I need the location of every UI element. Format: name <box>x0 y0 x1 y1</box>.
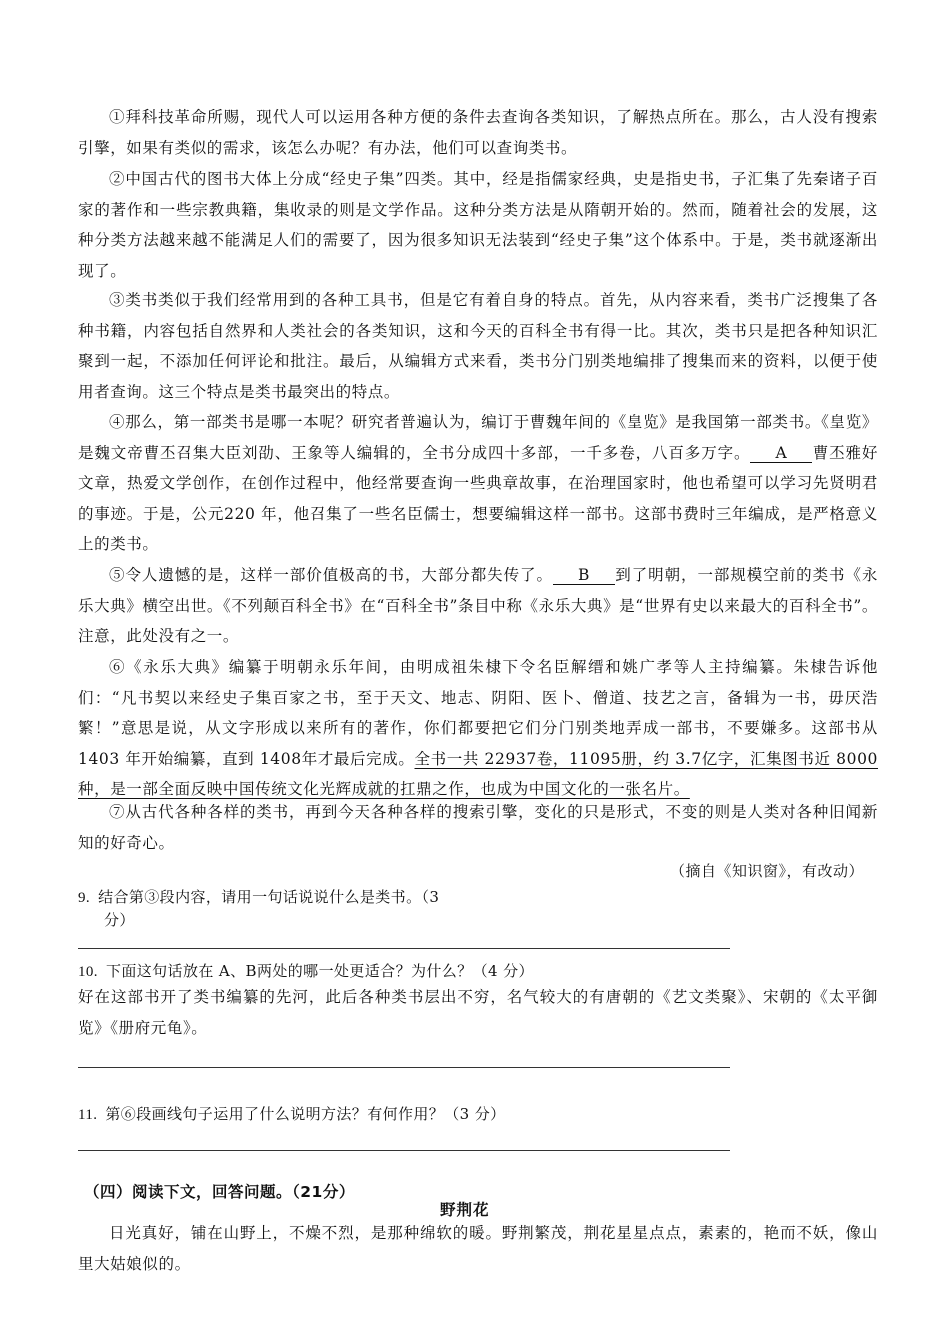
paragraph-1: ①拜科技革命所赐，现代人可以运用各种方便的条件去查询各类知识，了解热点所在。那么，古人没有搜索引擎，如果有类似的需求，该怎么办呢？有办法，他们可以查询类书。 <box>78 108 878 157</box>
question-9-text-cont: 分） <box>104 911 135 929</box>
answer-line-10[interactable] <box>78 1067 730 1068</box>
question-9-text: 结合第③段内容，请用一句话说说什么是类书。（3 <box>98 888 440 906</box>
source-note: （摘自《知识窗》，有改动） <box>669 862 864 880</box>
paragraph-5 <box>78 560 878 652</box>
underlined-sentence: 全书一共 22937卷，11095册，约 3.7亿字，汇集图书近 8000种，是一部全面反映中国传统文化光辉成就的扛鼎之作，也成为中国文化的一张名片。 <box>78 749 879 799</box>
paragraph-6 <box>78 652 878 805</box>
paragraph-5-part-b: 到了明朝，一部规模空前的类书《永乐大典》横空出世。《不列颠百科全书》在“百科全书”条目中称《永乐大典》是“世界有史以来最大的百科全书”。注意，此处没有之一。 <box>78 566 879 646</box>
passage-title: 野荆花 <box>440 1201 490 1219</box>
paragraph-4-part-a: ④那么，第一部类书是哪一本呢？研究者普遍认为，编订于曹魏年间的《皇览》是我国第一部类书。《皇览》是魏文帝曹丕召集大臣刘劭、王象等人编辑的，全书分成四十多部，一千多卷，八百多万字。 <box>78 413 878 462</box>
question-10 <box>78 960 878 983</box>
question-10-number: 10. <box>78 964 98 980</box>
answer-line-11[interactable] <box>78 1150 730 1151</box>
blank-a: A <box>750 444 812 463</box>
paragraph-6-text: ⑥《永乐大典》编纂于明朝永乐年间，由明成祖朱棣下令名臣解缙和姚广孝等人主持编纂。朱棣告诉他们：“凡书契以来经史子集百家之书，至于天文、地志、阴阳、医卜、僧道、技艺之言，备辑为一书，毋厌浩繁！”意思是说，从文字形成以来所有的著作，你们都要把它们分门别类地弄成一部书，不要嫌多。这部书从 1403 年开始编纂，直到 1408年才最后完成。 <box>78 658 878 768</box>
section-4-heading: （四）阅读下文，回答问题。（21分） <box>84 1183 355 1201</box>
question-9 <box>78 886 498 931</box>
paragraph-7: ⑦从古代各种各样的类书，再到今天各种各样的搜索引擎，变化的只是形式，不变的则是人类对各种旧闻新知的好奇心。 <box>78 803 878 852</box>
question-11-number: 11. <box>78 1107 98 1123</box>
question-11-text: 第⑥段画线句子运用了什么说明方法？有何作用？（3 分） <box>105 1105 506 1123</box>
paragraph-3: ③类书类似于我们经常用到的各种工具书，但是它有着自身的特点。首先，从内容来看，类书广泛搜集了各种书籍，内容包括自然界和人类社会的各类知识，这和今天的百科全书有得一比。其次，类书只是把各种知识汇聚到一起，不添加任何评论和批注。最后，从编辑方式来看，类书分门别类地编排了搜集而来的资料，以便于使用者查询。这三个特点是类书最突出的特点。 <box>78 291 878 401</box>
section-4-paragraph-1: 日光真好，铺在山野上，不燥不烈，是那种绵软的暖。野荆繁茂，荆花星星点点，素素的，艳而不妖，像山里大姑娘似的。 <box>78 1224 878 1273</box>
paragraph-5-part-a: ⑤令人遗憾的是，这样一部价值极高的书，大部分都失传了。 <box>109 566 553 584</box>
paragraph-2: ②中国古代的图书大体上分成“经史子集”四类。其中，经是指儒家经典，史是指史书，子汇集了先秦诸子百家的著作和一些宗教典籍，集收录的则是文学作品。这种分类方法是从隋朝开始的。然而，随着社会的发展，这种分类方法越来越不能满足人们的需要了，因为很多知识无法装到“经史子集”这个体系中。于是，类书就逐渐出现了。 <box>78 170 878 280</box>
paragraph-4 <box>78 407 878 560</box>
question-11 <box>78 1103 878 1126</box>
question-10-quote: 好在这部书开了类书编纂的先河，此后各种类书层出不穷，名气较大的有唐朝的《艺文类聚》、宋朝的《太平御览》《册府元龟》。 <box>78 988 878 1037</box>
blank-b: B <box>553 566 615 585</box>
answer-line-9[interactable] <box>78 948 730 949</box>
question-10-text: 下面这句话放在 A、B两处的哪一处更适合？为什么？（4 分） <box>105 962 534 980</box>
question-9-number: 9. <box>78 890 91 906</box>
paragraph-4-part-b: 曹丕雅好文章，热爱文学创作，在创作过程中，他经常要查询一些典章故事，在治理国家时，他也希望可以学习先贤明君的事迹。于是，公元220 年，他召集了一些名臣儒士，想要编辑这样一部书。这部书费时三年编成，是严格意义上的类书。 <box>78 443 878 554</box>
